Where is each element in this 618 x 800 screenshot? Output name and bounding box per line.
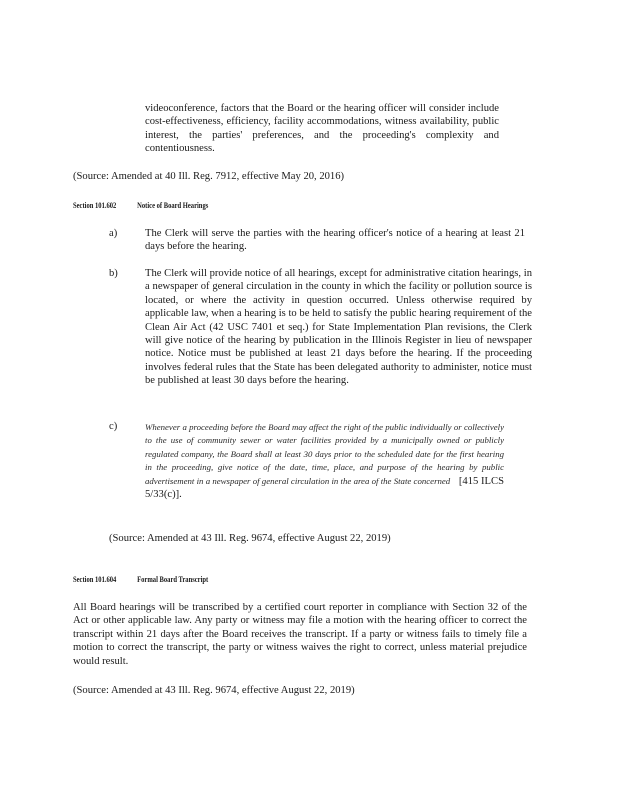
section-602-title: Notice of Board Hearings bbox=[137, 201, 209, 210]
section-604-title: Formal Board Transcript bbox=[137, 575, 209, 584]
section-602-number: Section 101.602 bbox=[73, 201, 117, 210]
subsection-b-text: The Clerk will provide notice of all hearings, except for administrative citation hearings, in a newspaper of general circulation in the county in which the facility or pollution source is located, or where the activity in question occurred. Unless otherwise required by applicable law, when a hearing is to be held to satisfy the public hearing requirement of the Clean Air Act (42 USC 7401 et seq.) for State Implementation Plan revisions, the Clerk will give notice of the hearing by publication in the Illinois Register in lieu of newspaper notice. Notice must be published at least 21 days before the hearing. If the proceeding involves federal rules that the State has been delegated authority to administer, notice must be published at least 30 days before the hearing. bbox=[145, 268, 532, 387]
section-604-text: All Board hearings will be transcribed by a certified court reporter in compliance with Section 32 of the Act or other applicable law. Any party or witness may file a motion with the hearing officer to correct the transcript within 21 days after the Board receives the transcript. If a party or witness fails to timely file a motion to correct the transcript, the party or witness waives the right to correct, unless material prejudice would result. bbox=[73, 602, 527, 667]
section-602-source: (Source: Amended at 43 Ill. Reg. 9674, effective August 22, 2019) bbox=[109, 533, 391, 544]
subsection-b-label: b) bbox=[109, 268, 118, 279]
intro-paragraph: videoconference, factors that the Board or the hearing officer will consider include cost-effectiveness, efficiency, facility accommodations, witness availability, public interest, the parties' preferences, and the proceeding's complexity and contentiousness. bbox=[145, 103, 499, 155]
section-604-source: (Source: Amended at 43 Ill. Reg. 9674, effective August 22, 2019) bbox=[73, 685, 355, 696]
subsection-c-block bbox=[145, 421, 504, 501]
subsection-c-text: Whenever a proceeding before the Board may affect the right of the public individually or collectively to the use of community sewer or water facilities provided by a municipally owned or publicly regulated company, the Board shall at least 30 days prior to the scheduled date for the first hearing in the proceeding, give notice of the date, time, place, and purpose of the hearing by public advertisement in a newspaper of general circulation in the area of the State concerned bbox=[145, 422, 504, 486]
source-note-1: (Source: Amended at 40 Ill. Reg. 7912, effective May 20, 2016) bbox=[73, 171, 345, 182]
section-602-heading bbox=[73, 201, 227, 210]
section-604-number: Section 101.604 bbox=[73, 575, 117, 584]
section-604-heading bbox=[73, 575, 227, 584]
subsection-c-label: c) bbox=[109, 421, 118, 432]
subsection-c-citation: [415 ILCS 5/33(c)]. bbox=[145, 475, 504, 501]
subsection-a-text: The Clerk will serve the parties with the hearing officer's notice of a hearing at least 21 days before the hearing. bbox=[145, 228, 525, 253]
subsection-a-label: a) bbox=[109, 228, 118, 239]
